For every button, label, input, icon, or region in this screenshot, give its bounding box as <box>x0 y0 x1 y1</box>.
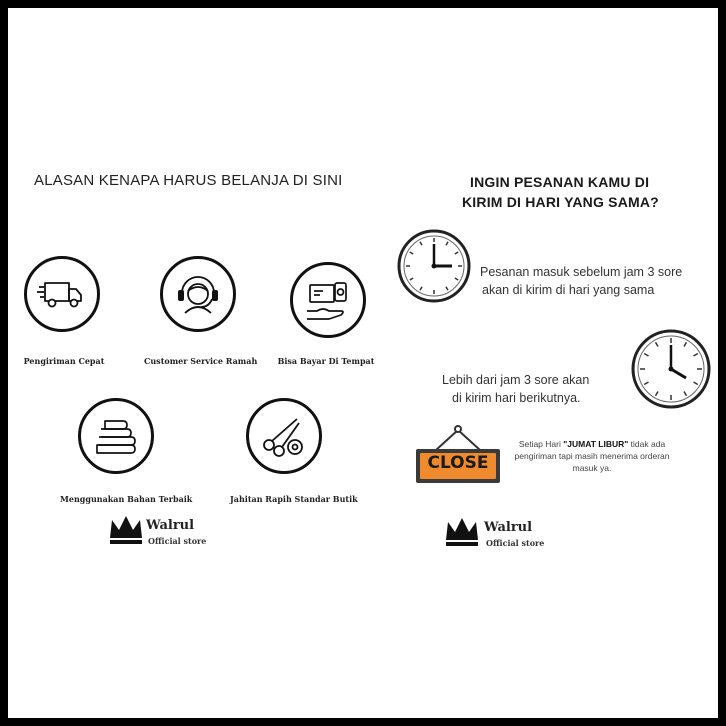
crown-logo-icon <box>444 516 480 548</box>
feature-label: Bisa Bayar Di Tempat <box>277 356 375 366</box>
feature-label: Jahitan Rapih Standar Butik <box>230 494 358 504</box>
logo-sub: Official store <box>148 536 207 546</box>
feature-circle-customer-service <box>160 256 236 332</box>
same-day-heading-line2: KIRIM DI HARI YANG SAMA? <box>462 194 659 210</box>
after-3pm-text-line2: di kirim hari berikutnya. <box>452 391 581 405</box>
promo-banner <box>8 8 718 718</box>
reasons-heading: ALASAN KENAPA HARUS BELANJA DI SINI <box>34 172 343 189</box>
notice-day: "JUMAT LIBUR" <box>563 439 629 449</box>
close-sign-text: CLOSE <box>427 453 489 473</box>
before-3pm-text-line1: Pesanan masuk sebelum jam 3 sore <box>480 265 683 279</box>
feature-label: Menggunakan Bahan Terbaik <box>60 494 193 504</box>
feature-label: Pengiriman Cepat <box>23 356 105 366</box>
crown-logo-icon <box>108 514 144 546</box>
feature-label: Customer Service Ramah <box>144 356 258 366</box>
feature-circle-neat-stitching <box>246 398 322 474</box>
feature-circle-fast-shipping <box>24 256 100 332</box>
feature-circle-best-material <box>78 398 154 474</box>
logo-name: Walrul <box>484 520 533 535</box>
after-3pm-text-line1: Lebih dari jam 3 sore akan <box>442 373 590 387</box>
clock-3pm-icon <box>396 228 472 304</box>
before-3pm-text-line2: akan di kirim di hari yang sama <box>482 283 655 297</box>
notice-suffix: tidak ada <box>630 439 666 449</box>
clock-4pm-icon <box>630 328 712 410</box>
fabric-stack-icon <box>89 409 143 463</box>
customer-service-headset-icon <box>171 267 225 321</box>
logo-sub: Official store <box>486 538 545 548</box>
notice-line2: pengiriman tapi masih menerima orderan <box>514 451 670 461</box>
delivery-truck-icon <box>35 267 89 321</box>
feature-circle-cod <box>290 262 366 338</box>
cash-on-delivery-icon <box>301 273 355 327</box>
notice-prefix: Setiap Hari <box>518 439 561 449</box>
scissors-tape-icon <box>257 409 311 463</box>
notice-line3: masuk ya. <box>572 463 612 473</box>
friday-holiday-notice <box>504 438 680 474</box>
same-day-heading-line1: INGIN PESANAN KAMU DI <box>470 174 650 190</box>
logo-name: Walrul <box>146 518 195 533</box>
